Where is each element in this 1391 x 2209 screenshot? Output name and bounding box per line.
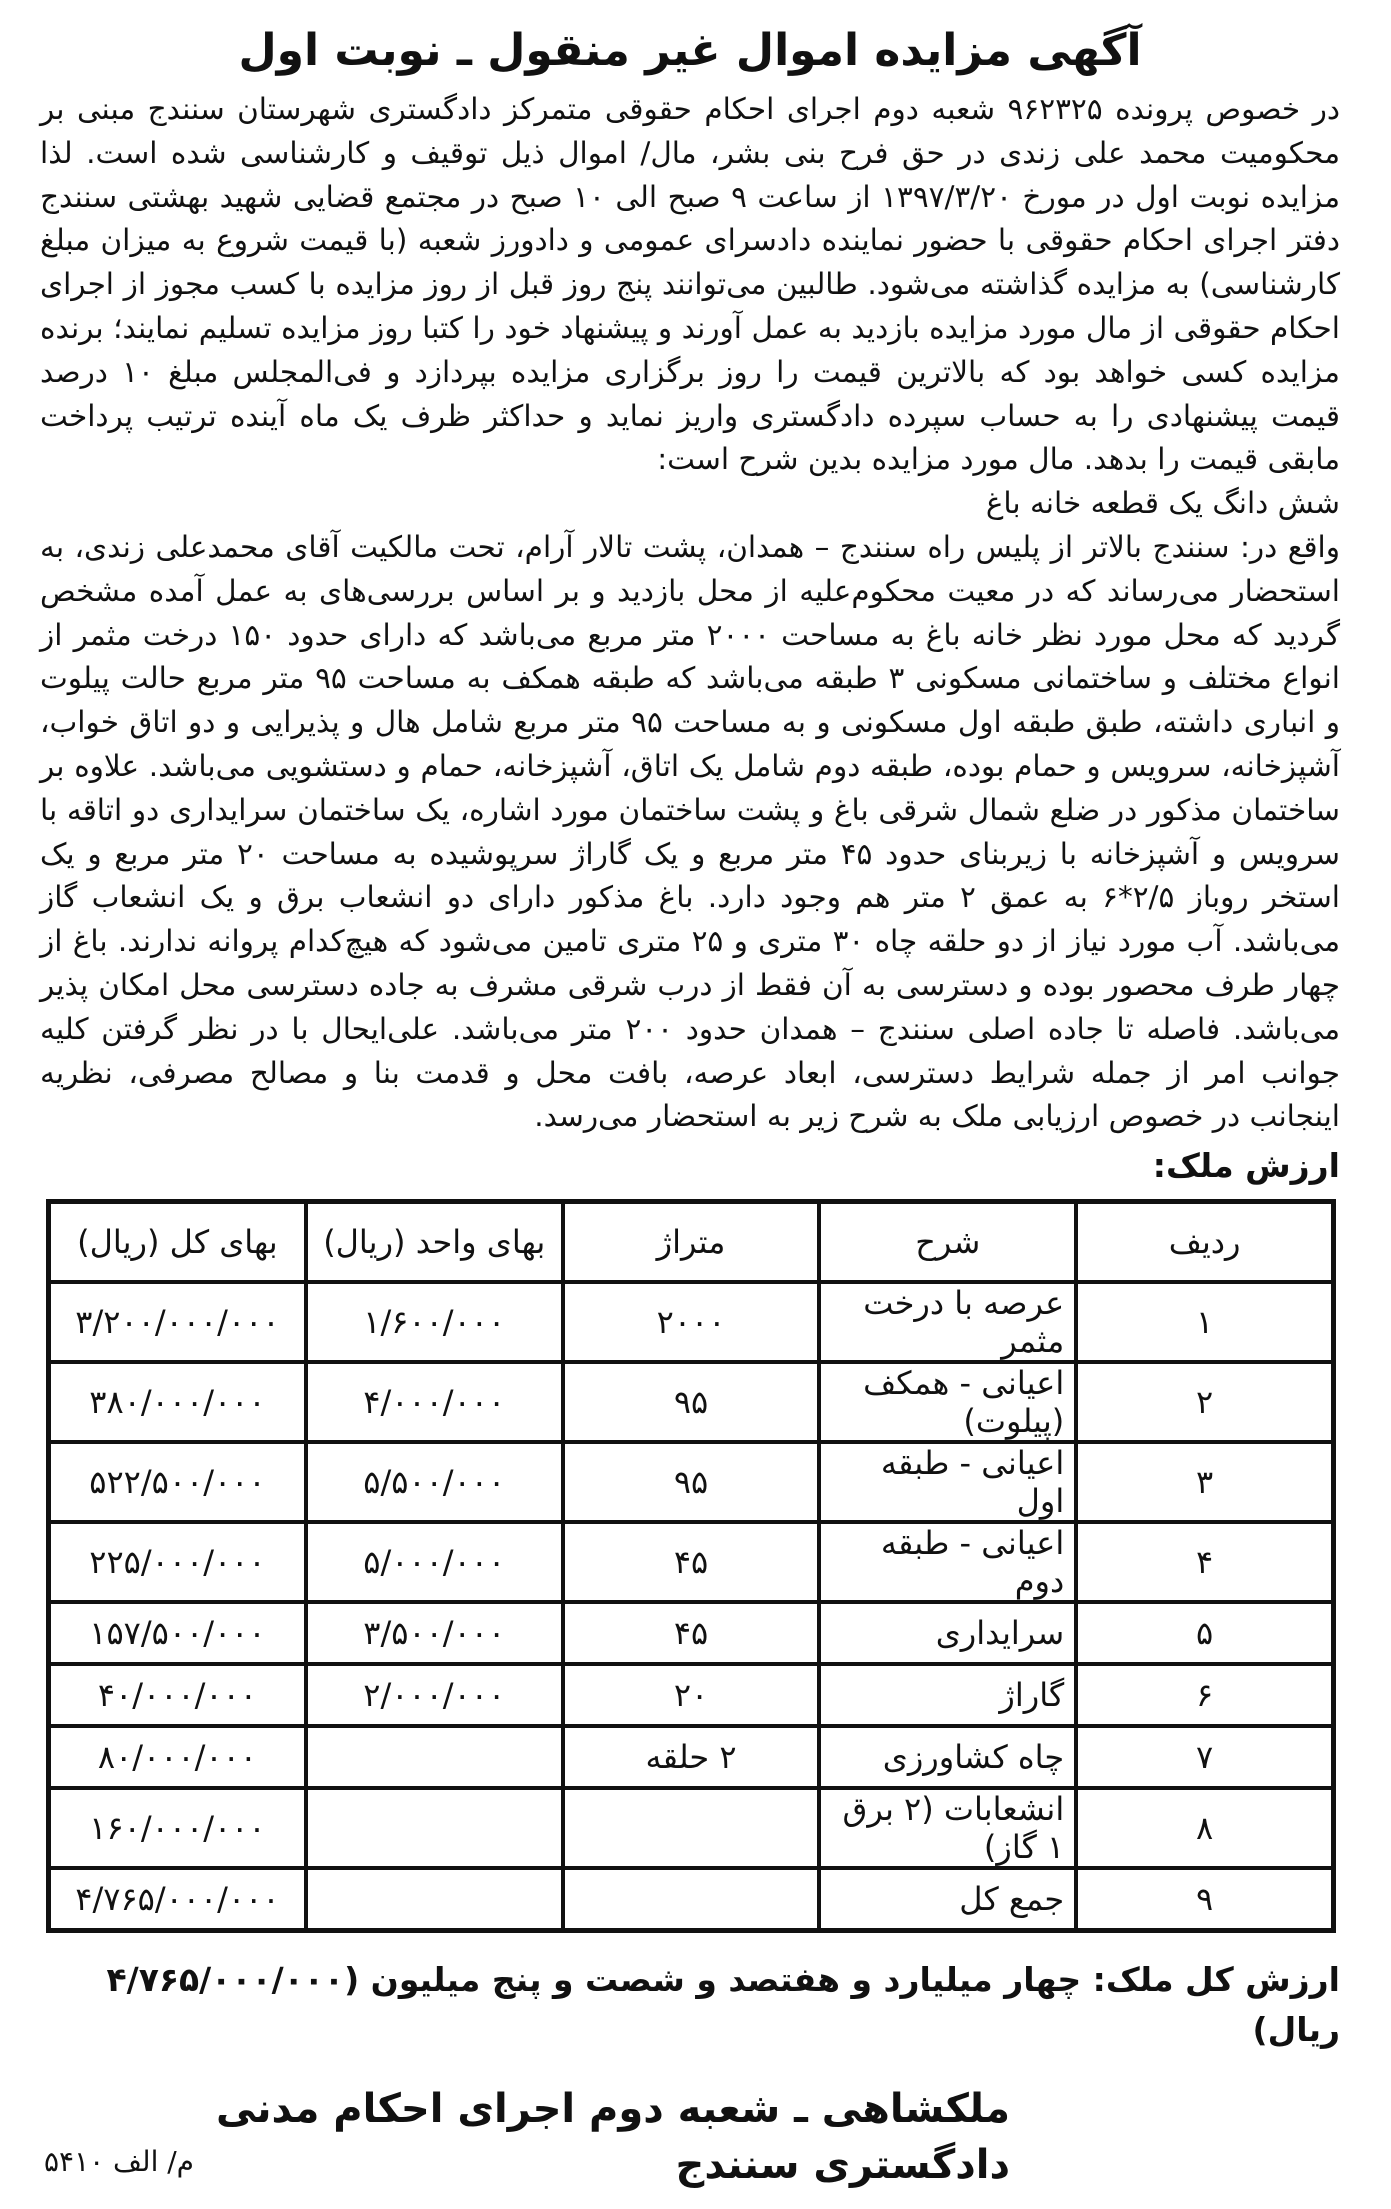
cell-unit-price: ۴/۰۰۰/۰۰۰ bbox=[306, 1362, 563, 1442]
cell-unit-price: ۳/۵۰۰/۰۰۰ bbox=[306, 1602, 563, 1664]
cell-unit-price: ۲/۰۰۰/۰۰۰ bbox=[306, 1664, 563, 1726]
table-body bbox=[49, 1282, 1333, 1930]
cell-total-price: ۴۰/۰۰۰/۰۰۰ bbox=[49, 1664, 306, 1726]
table-row bbox=[49, 1788, 1333, 1868]
cell-area: ۹۵ bbox=[563, 1362, 820, 1442]
table-row bbox=[49, 1664, 1333, 1726]
cell-row-number: ۶ bbox=[1076, 1664, 1333, 1726]
cell-unit-price bbox=[306, 1868, 563, 1930]
cell-unit-price bbox=[306, 1726, 563, 1788]
cell-total-price: ۴/۷۶۵/۰۰۰/۰۰۰ bbox=[49, 1868, 306, 1930]
cell-description: اعیانی - طبقه دوم bbox=[819, 1522, 1076, 1602]
property-title: شش دانگ یک قطعه خانه باغ bbox=[985, 486, 1340, 521]
reference-code: م/ الف ۵۴۱۰ bbox=[44, 2145, 195, 2178]
table-row bbox=[49, 1362, 1333, 1442]
cell-description: جمع کل bbox=[819, 1868, 1076, 1930]
cell-area: ۲۰ bbox=[563, 1664, 820, 1726]
table-header-row bbox=[49, 1202, 1333, 1282]
header-row-number: ردیف bbox=[1076, 1202, 1333, 1282]
cell-total-price: ۲۲۵/۰۰۰/۰۰۰ bbox=[49, 1522, 306, 1602]
table-row bbox=[49, 1522, 1333, 1602]
cell-row-number: ۵ bbox=[1076, 1602, 1333, 1664]
cell-description: سرایداری bbox=[819, 1602, 1076, 1664]
notice-page bbox=[40, 20, 1340, 2190]
notice-title: آگهی مزایده اموال غیر منقول ـ نوبت اول bbox=[238, 25, 1142, 76]
cell-description: گاراژ bbox=[819, 1664, 1076, 1726]
cell-area bbox=[563, 1868, 820, 1930]
cell-unit-price: ۵/۰۰۰/۰۰۰ bbox=[306, 1522, 563, 1602]
cell-unit-price bbox=[306, 1788, 563, 1868]
cell-row-number: ۴ bbox=[1076, 1522, 1333, 1602]
cell-total-price: ۱۵۷/۵۰۰/۰۰۰ bbox=[49, 1602, 306, 1664]
cell-total-price: ۳۸۰/۰۰۰/۰۰۰ bbox=[49, 1362, 306, 1442]
table-row bbox=[49, 1602, 1333, 1664]
header-description: شرح bbox=[819, 1202, 1076, 1282]
cell-description: اعیانی - همکف (پیلوت) bbox=[819, 1362, 1076, 1442]
table-row bbox=[49, 1868, 1333, 1930]
cell-description: عرصه با درخت مثمر bbox=[819, 1282, 1076, 1362]
header-total-price: بهای کل (ریال) bbox=[49, 1202, 306, 1282]
cell-description: اعیانی - طبقه اول bbox=[819, 1442, 1076, 1522]
cell-area: ۴۵ bbox=[563, 1602, 820, 1664]
cell-area: ۲۰۰۰ bbox=[563, 1282, 820, 1362]
intro-paragraph: در خصوص پرونده ۹۶۲۳۲۵ شعبه دوم اجرای احکام حقوقی متمرکز دادگستری شهرستان سنندج مبنی بر محکومیت محمد علی زندی در حق فرح بنی بشر، مال/ اموال ذیل توقیف و کارشناسی شده است. لذا مزایده نوبت اول در مورخ ۱۳۹۷/۳/۲۰ از ساعت ۹ صبح الی ۱۰ صبح در مجتمع قضایی شهید بهشتی سنندج دفتر اجرای احکام حقوقی با حضور نماینده دادسرای عمومی و دادورز شعبه (با قیمت شروع به میزان مبلغ کارشناسی) به مزایده گذاشته می‌شود. طالبین می‌توانند پنج روز قبل از روز مزایده با کسب مجوز از اجرای احکام حقوقی از مال مورد مزایده بازدید به عمل آورند و پیشنهاد خود را کتبا روز مزایده تسلیم نمایند؛ برنده مزایده کسی خواهد بود که بالاترین قیمت را روز برگزاری مزایده بپردازد و فی‌المجلس مبلغ ۱۰ درصد قیمت پیشنهادی را به حساب سپرده دادگستری واریز نماید و حداکثر ظرف یک ماه آینده ترتیب پرداخت مابقی قیمت را بدهد. مال مورد مزایده بدین شرح است: bbox=[40, 92, 1340, 477]
cell-total-price: ۸۰/۰۰۰/۰۰۰ bbox=[49, 1726, 306, 1788]
cell-row-number: ۸ bbox=[1076, 1788, 1333, 1868]
cell-area: ۴۵ bbox=[563, 1522, 820, 1602]
cell-row-number: ۲ bbox=[1076, 1362, 1333, 1442]
cell-row-number: ۷ bbox=[1076, 1726, 1333, 1788]
header-area: متراژ bbox=[563, 1202, 820, 1282]
total-value-line: ارزش کل ملک: چهار میلیارد و هفتصد و شصت و پنج میلیون (۴/۷۶۵/۰۰۰/۰۰۰ ریال) bbox=[106, 1960, 1340, 2050]
table-row bbox=[49, 1282, 1333, 1362]
cell-unit-price: ۵/۵۰۰/۰۰۰ bbox=[306, 1442, 563, 1522]
cell-row-number: ۱ bbox=[1076, 1282, 1333, 1362]
signature: ملکشاهی ـ شعبه دوم اجرای احکام مدنی دادگستری سنندج bbox=[215, 2086, 1010, 2189]
cell-area: ۹۵ bbox=[563, 1442, 820, 1522]
cell-description: چاه کشاورزی bbox=[819, 1726, 1076, 1788]
description-paragraph: واقع در: سنندج بالاتر از پلیس راه سنندج – همدان، پشت تالار آرام، تحت مالکیت آقای محمدعلی زندی، به استحضار می‌رساند که در معیت محکوم‌علیه از محل بازدید و بر اساس بررسی‌های به عمل آمده مشخص گردید که محل مورد نظر خانه باغ به مساحت ۲۰۰۰ متر مربع می‌باشد که دارای حدود ۱۵۰ درخت مثمر از انواع مختلف و ساختمانی مسکونی ۳ طبقه می‌باشد که طبقه همکف به مساحت ۹۵ متر مربع حالت پیلوت و انباری داشته، طبق طبقه اول مسکونی و به مساحت ۹۵ متر مربع شامل هال و پذیرایی و دو اتاق خواب، آشپزخانه، سرویس و حمام بوده، طبقه دوم شامل یک اتاق، آشپزخانه، حمام و دستشویی می‌باشد. علاوه بر ساختمان مذکور در ضلع شمال شرقی باغ و پشت ساختمان مورد اشاره، یک ساختمان سرایداری دو اتاقه با سرویس و آشپزخانه با زیربنای حدود ۴۵ متر مربع و یک گاراژ سرپوشیده به مساحت ۲۰ متر مربع و یک استخر روباز ۲/۵*۶ به عمق ۲ متر هم وجود دارد. باغ مذکور دارای دو انشعاب برق و یک انشعاب گاز می‌باشد. آب مورد نیاز از دو حلقه چاه ۳۰ متری و ۲۵ متری تامین می‌شود که هیچ‌کدام پروانه ندارند. باغ از چهار طرف محصور بوده و دسترسی به آن فقط از درب شرقی مشرف به جاده دسترسی محل امکان پذیر می‌باشد. فاصله تا جاده اصلی سنندج – همدان حدود ۲۰۰ متر می‌باشد. علی‌ایحال با در نظر گرفتن کلیه جوانب امر از جمله شرایط دسترسی، ابعاد عرصه، بافت محل و قدمت بنا و مصالح مصرفی، نظریه اینجانب در خصوص ارزیابی ملک به شرح زیر به استحضار می‌رسد. bbox=[40, 529, 1341, 1134]
header-unit-price: بهای واحد (ریال) bbox=[306, 1202, 563, 1282]
valuation-table bbox=[46, 1199, 1336, 1933]
valuation-label: ارزش ملک: bbox=[1152, 1146, 1340, 1186]
cell-description: انشعابات (۲ برق ۱ گاز) bbox=[819, 1788, 1076, 1868]
table-row bbox=[49, 1726, 1333, 1788]
cell-area: ۲ حلقه bbox=[563, 1726, 820, 1788]
cell-row-number: ۹ bbox=[1076, 1868, 1333, 1930]
table-row bbox=[49, 1442, 1333, 1522]
cell-total-price: ۵۲۲/۵۰۰/۰۰۰ bbox=[49, 1442, 306, 1522]
cell-unit-price: ۱/۶۰۰/۰۰۰ bbox=[306, 1282, 563, 1362]
cell-total-price: ۱۶۰/۰۰۰/۰۰۰ bbox=[49, 1788, 306, 1868]
cell-row-number: ۳ bbox=[1076, 1442, 1333, 1522]
cell-area bbox=[563, 1788, 820, 1868]
cell-total-price: ۳/۲۰۰/۰۰۰/۰۰۰ bbox=[49, 1282, 306, 1362]
